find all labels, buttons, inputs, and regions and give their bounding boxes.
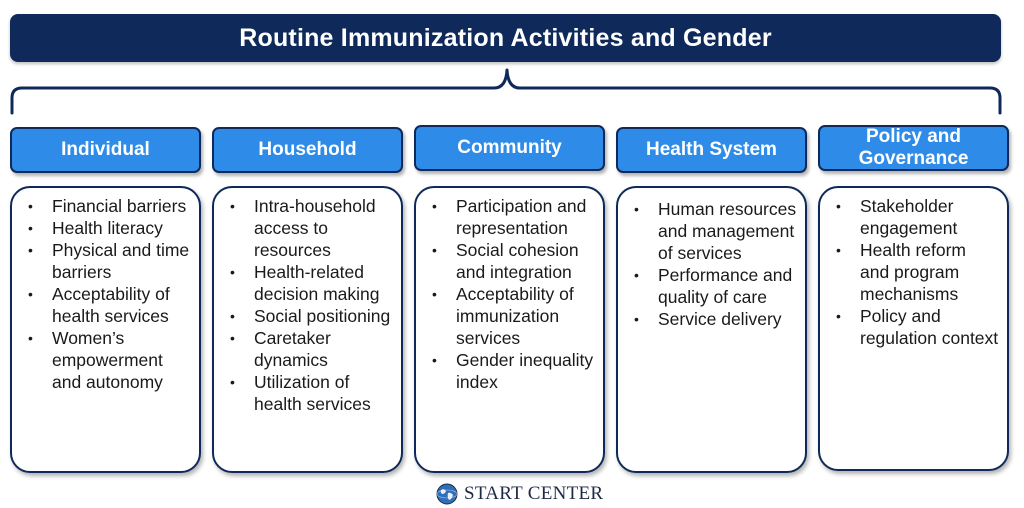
column-health-system — [616, 127, 807, 329]
list-item: • Financial barriers — [28, 196, 187, 216]
globe-icon — [436, 483, 458, 505]
list-item: • Caretaker dynamics — [230, 328, 331, 370]
column-individual — [10, 127, 201, 392]
list-item: • Health reform and program mechanisms — [836, 240, 967, 304]
column-policy-governance — [818, 125, 1009, 348]
list-item: • Health-related decision making — [230, 262, 380, 304]
column-household — [212, 127, 403, 414]
column-header: Community — [414, 125, 605, 171]
list-item: • Stakeholder engagement — [836, 196, 958, 238]
column-header: Health System — [616, 127, 807, 173]
list-item: • Policy and regulation context — [836, 306, 999, 348]
list-item: • Performance and quality of care — [634, 265, 793, 307]
list-item: • Social positioning — [230, 306, 391, 326]
list-item: • Acceptability of immunization services — [432, 284, 574, 348]
column-community — [414, 125, 605, 392]
column-body — [414, 186, 605, 473]
column-body — [616, 186, 807, 473]
list-item: • Intra-household access to resources — [230, 196, 376, 260]
column-body — [212, 186, 403, 473]
list-item: • Service delivery — [634, 309, 782, 329]
list-item: • Women’s empowerment and autonomy — [28, 328, 163, 392]
column-body — [10, 186, 201, 473]
column-body — [818, 186, 1009, 471]
column-header: Individual — [10, 127, 201, 173]
list-item: • Health literacy — [28, 218, 163, 238]
diagram-title: Routine Immunization Activities and Gender — [239, 23, 772, 52]
column-header: Household — [212, 127, 403, 173]
list-item: • Physical and time barriers — [28, 240, 190, 282]
list-item: • Participation and representation — [432, 196, 587, 238]
list-item: • Gender inequality index — [432, 350, 594, 392]
list-item: • Utilization of health services — [230, 372, 371, 414]
footer-logo — [436, 481, 603, 507]
grouping-brace — [0, 0, 1024, 130]
list-item: • Human resources and management of services — [634, 199, 797, 263]
list-item: • Acceptability of health services — [28, 284, 170, 326]
list-item: • Social cohesion and integration — [432, 240, 579, 282]
column-header: Policy and Governance — [818, 125, 1009, 171]
footer-logo-text: START CENTER — [464, 483, 604, 504]
